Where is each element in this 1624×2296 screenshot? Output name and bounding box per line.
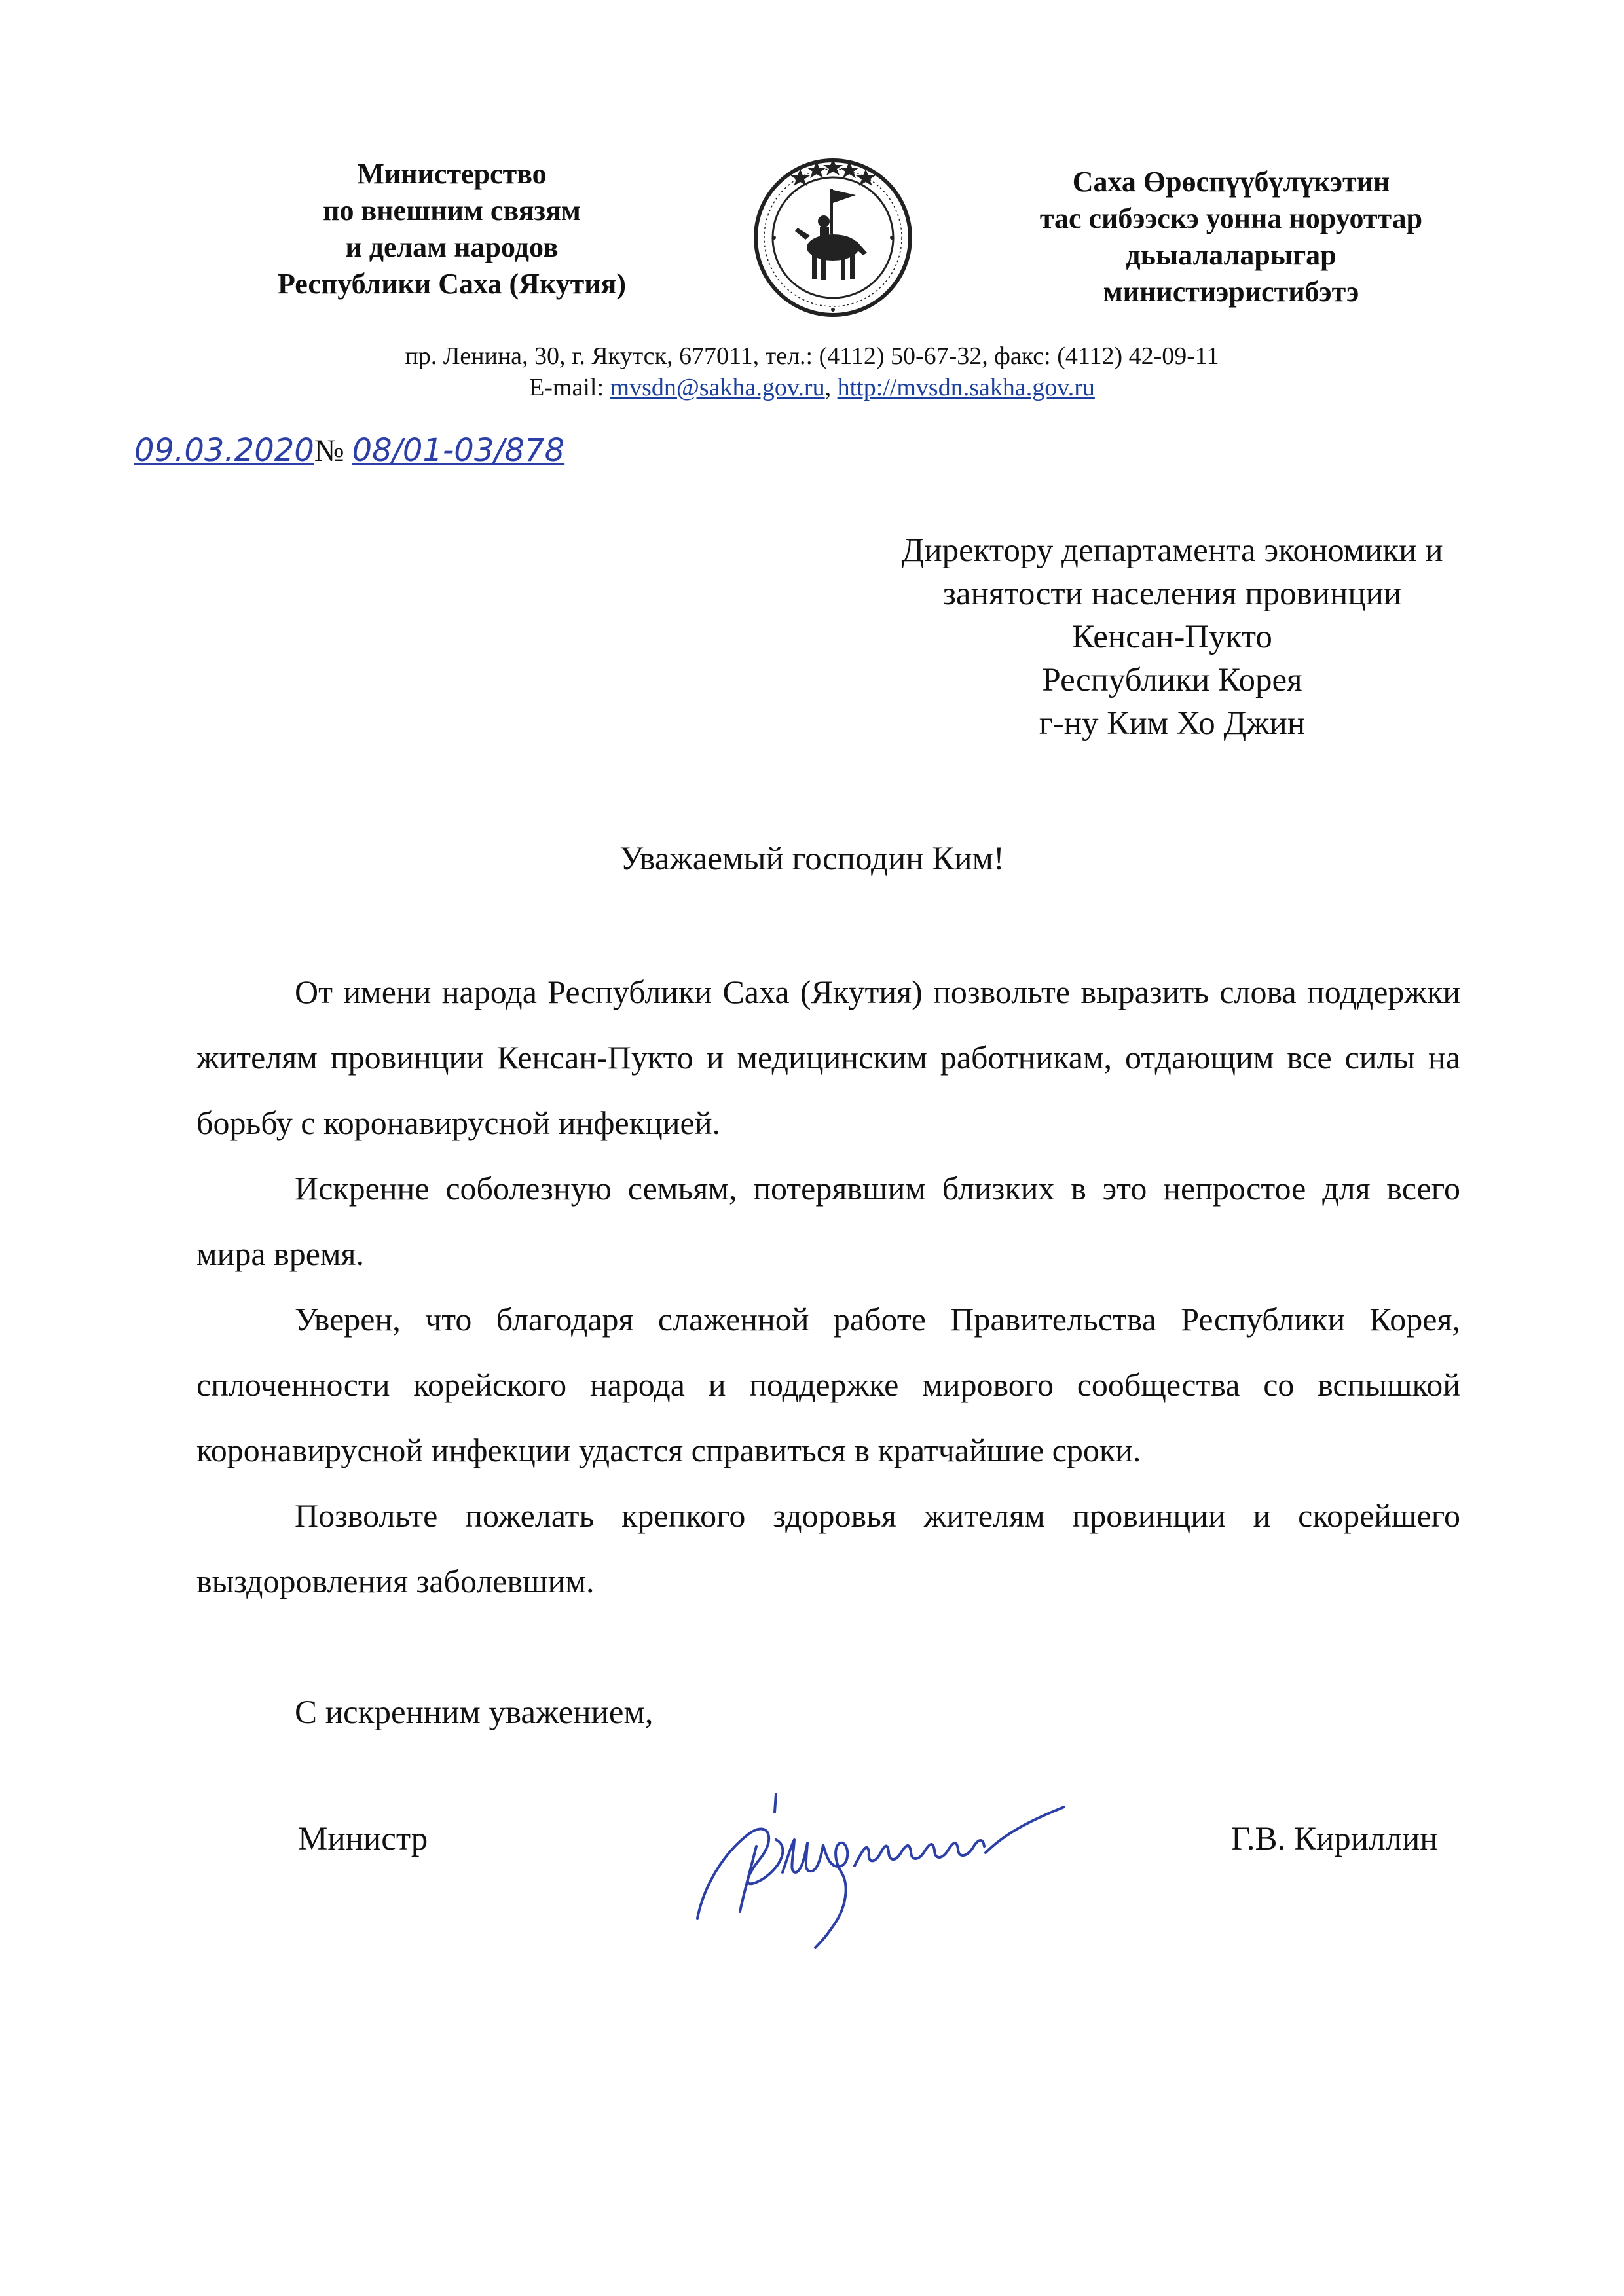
email-label: E-mail:	[529, 374, 604, 401]
header-left-line: Министерство	[357, 158, 547, 190]
addressee-line: Кенсан-Пукто	[1072, 619, 1272, 655]
header-left-line: и делам народов	[345, 231, 559, 263]
letter-body	[196, 959, 1460, 1614]
contact-online	[0, 373, 1624, 402]
number-sign: №	[314, 433, 344, 468]
closing-phrase: С искренним уважением,	[295, 1694, 654, 1731]
handwritten-signature-icon	[678, 1781, 1084, 1951]
signer-position: Министр	[298, 1821, 428, 1857]
salutation: Уважаемый господин Ким!	[619, 841, 1005, 877]
website-link[interactable]: http://mvsdn.sakha.gov.ru	[837, 374, 1095, 401]
addressee-line: занятости населения провинции	[942, 575, 1402, 612]
ministry-name-russian	[216, 156, 688, 302]
signer-name: Г.В. Кириллин	[1231, 1821, 1438, 1857]
addressee-line: г-ну Ким Хо Джин	[1039, 705, 1306, 742]
body-paragraph: Позвольте пожелать крепкого здоровья жителям провинции и скорейшего выздоровления заболевшим.	[196, 1497, 1460, 1599]
header-right-line: Саха Өрөспүүбүлүкэтин	[1072, 166, 1390, 198]
header-left-line: по внешним связям	[323, 194, 581, 227]
body-paragraph: От имени народа Республики Саха (Якутия) позвольте выразить слова поддержки жителям провинции Кенсан-Пукто и медицинским работникам, отдающим все силы на борьбу с коронавирусной инфекцией.	[196, 974, 1460, 1141]
addressee-line: Директору департамента экономики и	[901, 532, 1443, 569]
header-right-line: министиэристибэтэ	[1103, 276, 1359, 308]
header-left-line: Республики Саха (Якутия)	[277, 268, 627, 300]
handwritten-reference-number: 08/01-03/878	[352, 432, 565, 469]
republic-sakha-emblem-icon	[748, 149, 918, 319]
ministry-name-sakha	[963, 164, 1500, 310]
email-link[interactable]: mvsdn@sakha.gov.ru	[610, 374, 825, 401]
handwritten-date: 09.03.2020	[134, 432, 314, 469]
contact-address: пр. Ленина, 30, г. Якутск, 677011, тел.: (4112) 50-67-32, факс: (4112) 42-09-11	[405, 342, 1219, 370]
contact-separator: ,	[824, 374, 832, 401]
header-right-line: тас сибээскэ уонна норуоттар	[1039, 202, 1423, 234]
body-paragraph: Уверен, что благодаря слаженной работе Правительства Республики Корея, сплоченности корейского народа и поддержке мирового сообщества со вспышкой коронавирусной инфекции удастся справиться в кратчайшие сроки.	[196, 1301, 1460, 1468]
addressee-block	[838, 529, 1506, 745]
header-right-line: дьыалаларыгар	[1126, 239, 1337, 271]
body-paragraph: Искренне соболезную семьям, потерявшим близких в это непростое для всего мира время.	[196, 1170, 1460, 1272]
date-and-reference	[134, 432, 564, 469]
addressee-line: Республики Корея	[1042, 662, 1302, 699]
